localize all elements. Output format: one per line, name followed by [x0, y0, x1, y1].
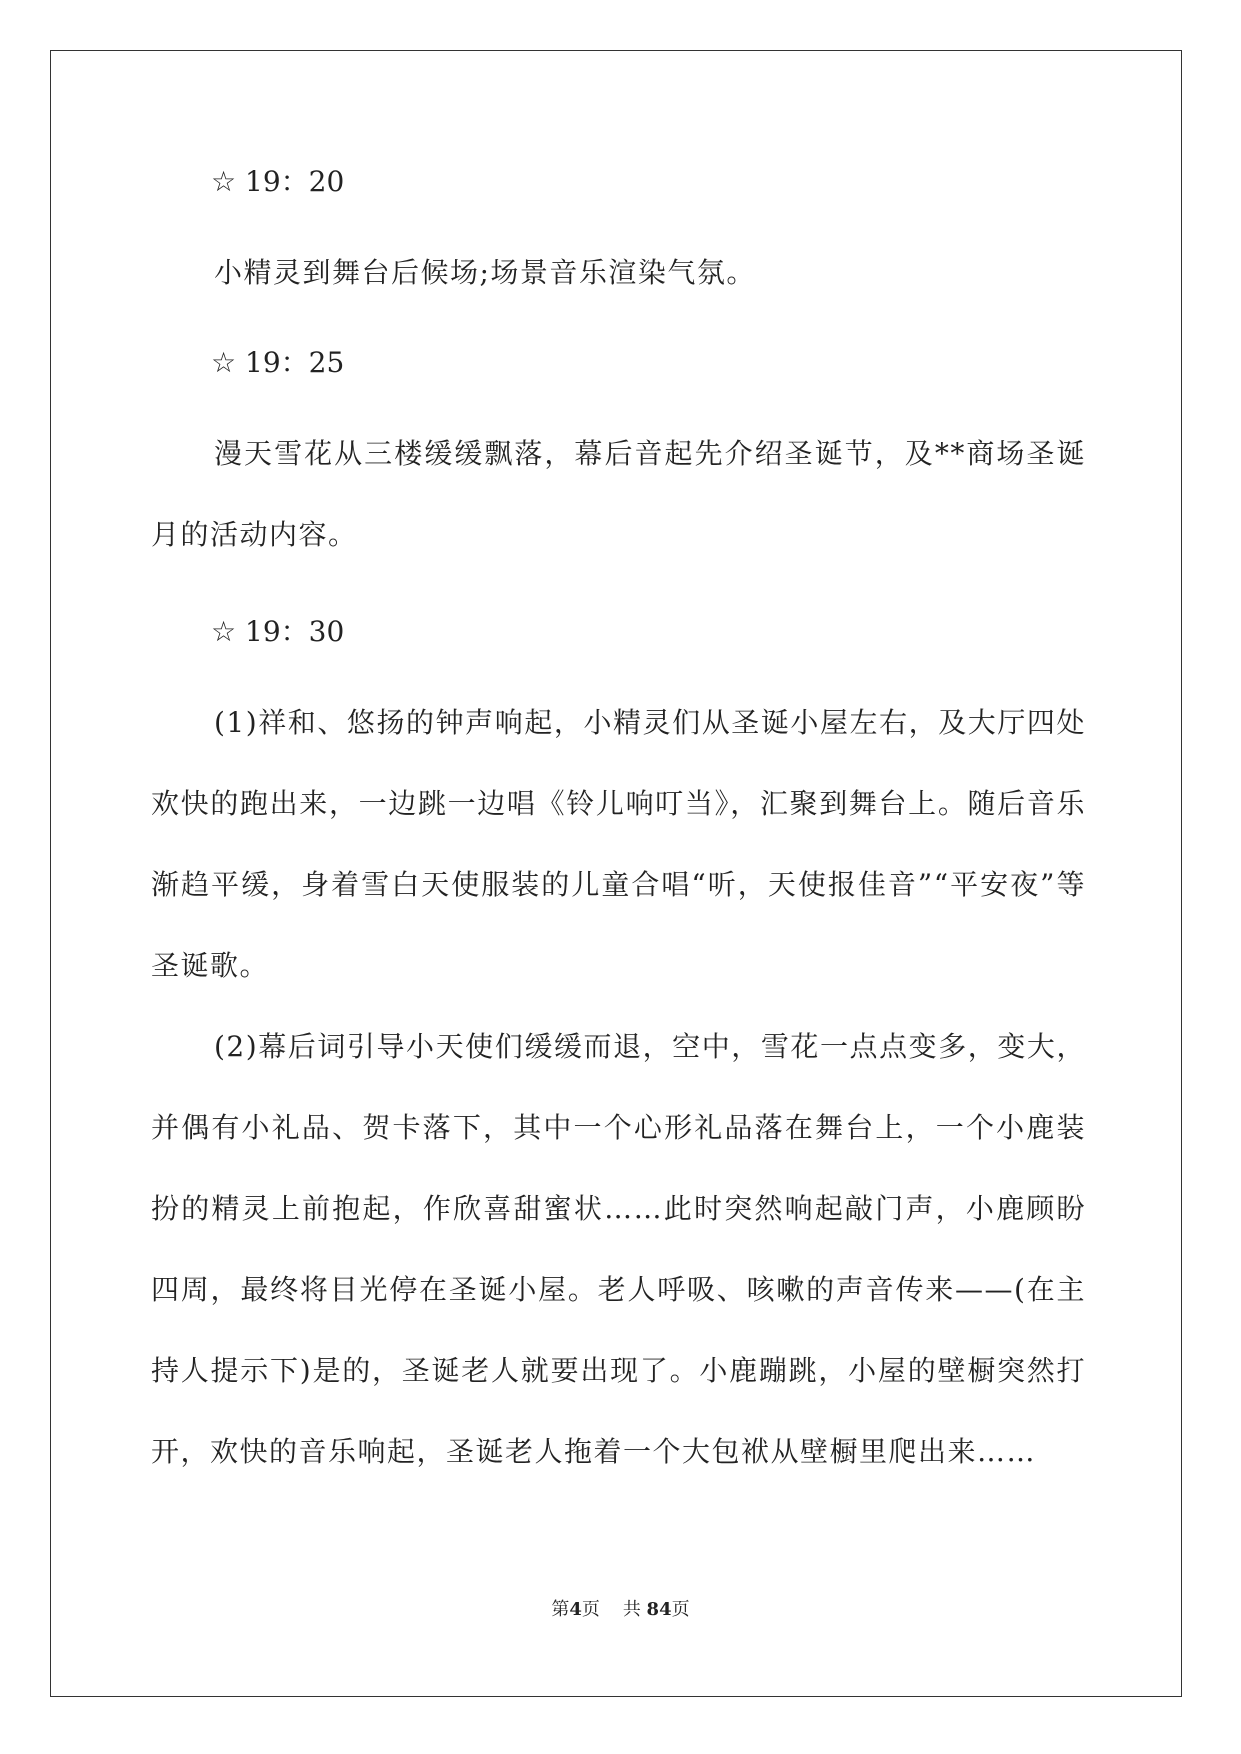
footer-page-unit: 页: [581, 1599, 600, 1620]
schedule-time-1930: ☆ 19：30: [211, 615, 345, 648]
schedule-time-1925: ☆ 19：25: [211, 346, 345, 379]
footer-prefix: 第: [551, 1599, 570, 1620]
document-body: [151, 158, 1086, 1492]
footer-total-pages: 84: [646, 1599, 672, 1620]
paragraph-1925: 漫天雪花从三楼缓缓飘落，幕后音起先介绍圣诞节，及**商场圣诞月的活动内容。: [151, 437, 1086, 551]
paragraph-1930-part2: (2)幕后词引导小天使们缓缓而退，空中，雪花一点点变多，变大，并偶有小礼品、贺卡落下，其中一个心形礼品落在舞台上，一个小鹿装扮的精灵上前抱起，作欣喜甜蜜状……此时突然响起敲门声，小鹿顾盼四周，最终将目光停在圣诞小屋。老人呼吸、咳嗽的声音传来——(在主持人提示下)是的，圣诞老人就要出现了。小鹿蹦跳，小屋的壁橱突然打开，欢快的音乐响起，圣诞老人拖着一个大包袱从壁橱里爬出来……: [151, 1030, 1086, 1468]
footer-page-number: 4: [569, 1599, 582, 1620]
paragraph-1930-part1: (1)祥和、悠扬的钟声响起，小精灵们从圣诞小屋左右，及大厅四处欢快的跑出来，一边跳一边唱《铃儿响叮当》，汇聚到舞台上。随后音乐渐趋平缓，身着雪白天使服装的儿童合唱“听，天使报佳音”“平安夜”等圣诞歌。: [151, 706, 1086, 982]
paragraph-1920: 小精灵到舞台后候场;场景音乐渲染气氛。: [214, 256, 756, 289]
page-footer: [0, 1598, 1241, 1622]
footer-total-prefix: 共: [622, 1599, 641, 1620]
footer-total-unit: 页: [671, 1599, 690, 1620]
schedule-time-1920: ☆ 19：20: [211, 165, 345, 198]
